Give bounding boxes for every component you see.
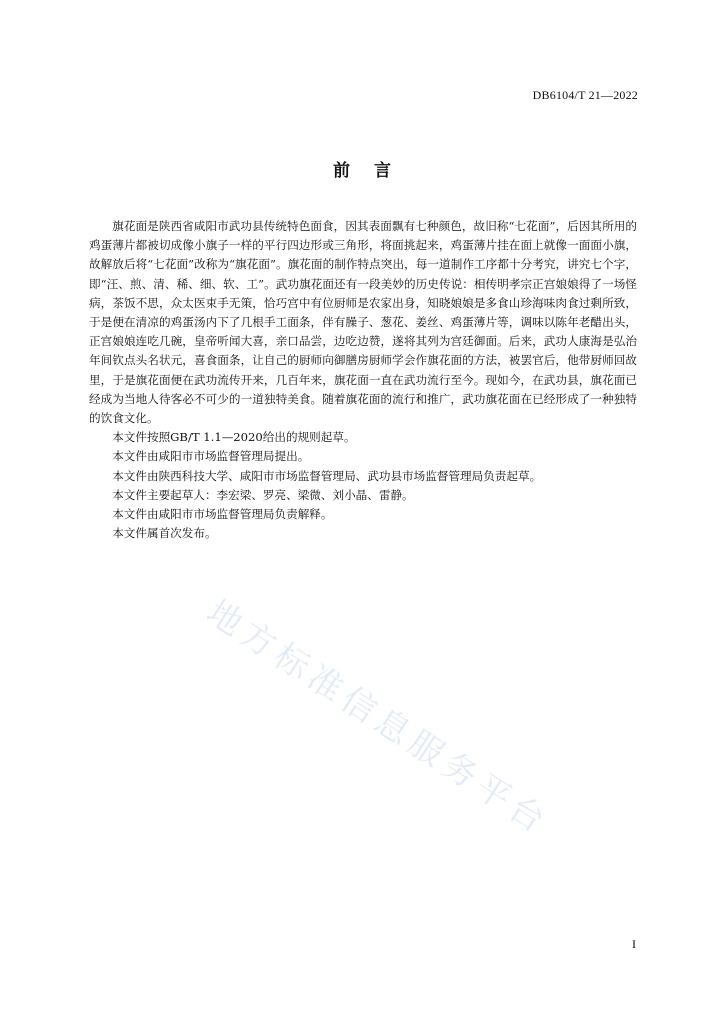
paragraph-drafting-units: 本文件由陕西科技大学、咸阳市市场监督管理局、武功县市场监督管理局负责起草。 [112, 468, 542, 483]
foreword-body [89, 217, 637, 543]
paragraph-interpretation: 本文件由咸阳市市场监督管理局负责解释。 [112, 507, 333, 522]
paragraph-first-release: 本文件属首次发布。 [112, 526, 217, 541]
paragraph-intro: 旗花面是陕西省咸阳市武功县传统特色面食，因其表面飘有七种颜色，故旧称“七花面”，后因其所用的鸡蛋薄片都被切成像小旗子一样的平行四边形或三角形，将面挑起来，鸡蛋薄片挂在面上就像一面面小旗，故解放后将“七花面”改称为“旗花面”。旗花面的制作特点突出，每一道制作工序都十分考究，讲究七个字，即“汪、煎、清、稀、细、软、工”。武功旗花面还有一段美妙的历史传说：相传明孝宗正宫娘娘得了一场怪病，茶饭不思，众太医束手无策，恰巧宫中有位厨师是农家出身，知晓娘娘是多食山珍海味肉食过剩所致，于是便在清凉的鸡蛋汤内下了几根手工面条，伴有臊子、葱花、姜丝、鸡蛋薄片等，调味以陈年老醋出头，正宫娘娘连吃几碗，皇帝听闻大喜，亲口品尝，边吃边赞，遂将其列为宫廷御面。后来，武功人康海是弘治年间钦点头名状元，喜食面条，让自己的厨师向御膳房厨师学会作旗花面的方法，被罢官后，他带厨师回故里，于是旗花面便在武功流传开来，几百年来，旗花面一直在武功流行至今。现如今，在武功县，旗花面已经成为当地人待客必不可少的一道独特美食。随着旗花面的流行和推广，武功旗花面在已经形成了一种独特的饮食文化。 [89, 219, 637, 426]
paragraph-drafting-rules: 本文件按照GB/T 1.1—2020给出的规则起草。 [112, 430, 356, 445]
paragraph-proposer: 本文件由咸阳市市场监督管理局提出。 [112, 449, 310, 464]
document-code: DB6104/T 21—2022 [532, 88, 638, 102]
watermark: 地方标准信息服务平台 [199, 592, 557, 844]
page-title: 前言 [333, 161, 415, 181]
paragraph-drafters: 本文件主要起草人：李宏梁、罗亮、梁微、刘小晶、雷静。 [112, 487, 414, 502]
page-number: I [632, 937, 636, 951]
